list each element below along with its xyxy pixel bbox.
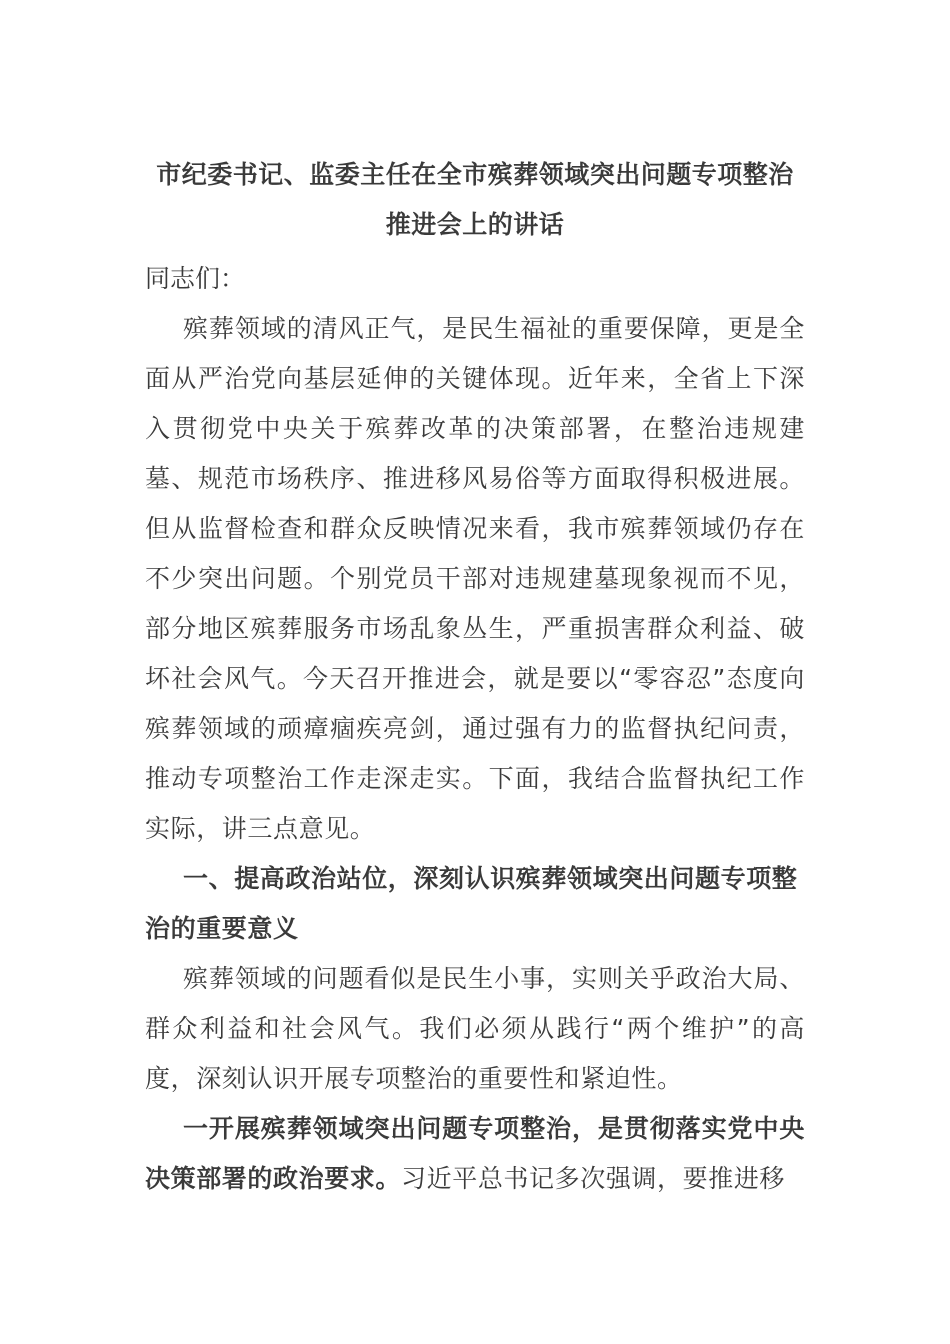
document-title — [125, 150, 825, 250]
section-heading-1: 一、提高政治站位，深刻认识殡葬领域突出问题专项整治的重要意义 — [145, 864, 798, 943]
point-1-text: 习近平总书记多次强调，要推进移 — [401, 1164, 786, 1193]
intro-paragraph: 殡葬领域的清风正气，是民生福祉的重要保障，更是全面从严治党向基层延伸的关键体现。近年来，全省上下深入贯彻党中央关于殡葬改革的决策部署，在整治违规建墓、规范市场秩序、推进移风易俗等方面取得积极进展。但从监督检查和群众反映情况来看，我市殡葬领域仍存在不少突出问题。个别党员干部对违规建墓现象视而不见，部分地区殡葬服务市场乱象丛生，严重损害群众利益、破坏社会风气。今天召开推进会，就是要以“零容忍”态度向殡葬领域的顽瘴痼疾亮剑，通过强有力的监督执纪问责，推动专项整治工作走深走实。下面，我结合监督执纪工作实际，讲三点意见。 — [145, 314, 805, 843]
title-line-2: 推进会上的讲话 — [385, 210, 565, 239]
title-line-1: 市纪委书记、监委主任在全市殡葬领域突出问题专项整治 — [156, 160, 794, 189]
point-1-lead: 一开展殡葬领域突出问题专项整治，是贯彻落实党中央决策部署的政治要求。 — [145, 1114, 805, 1193]
section-1-point-1 — [145, 1104, 805, 1204]
section-1-paragraph: 殡葬领域的问题看似是民生小事，实则关乎政治大局、群众利益和社会风气。我们必须从践行“两个维护”的高度，深刻认识开展专项整治的重要性和紧迫性。 — [145, 964, 805, 1093]
document-body — [145, 150, 805, 1204]
salutation: 同志们： — [145, 264, 246, 293]
